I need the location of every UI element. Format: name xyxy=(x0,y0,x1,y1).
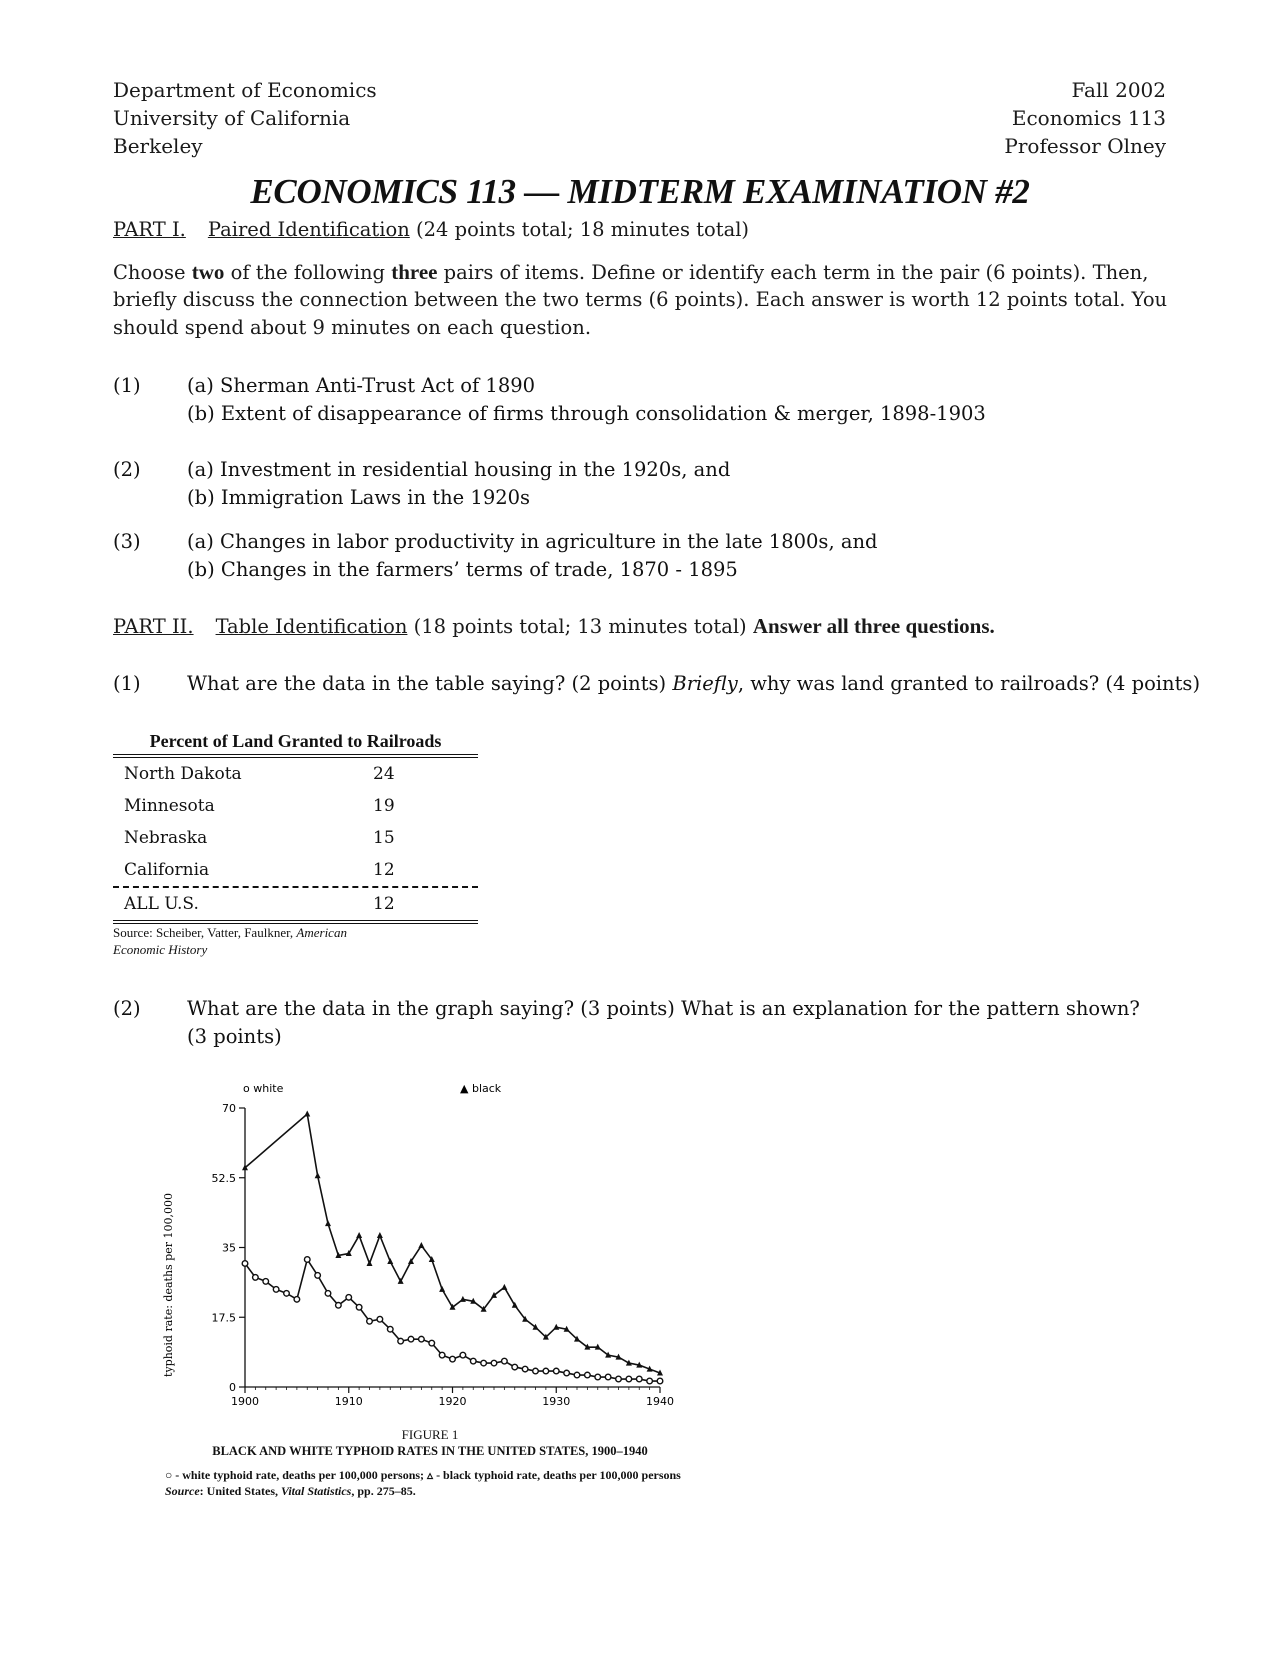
data-point-white xyxy=(387,1326,393,1332)
data-point-white xyxy=(553,1368,559,1374)
data-point-white xyxy=(616,1376,622,1382)
data-point-white xyxy=(657,1378,663,1384)
x-tick-label: 1930 xyxy=(542,1395,571,1408)
part1-instructions-1: Choose two of the following three pairs of items. Define or identify each term in the pair (6 points). Then, xyxy=(113,260,1149,284)
data-point-black xyxy=(553,1324,559,1330)
data-point-white xyxy=(315,1273,321,1279)
y-tick-label: 70 xyxy=(222,1102,236,1115)
data-point-black xyxy=(460,1296,466,1302)
data-point-white xyxy=(450,1356,456,1362)
university: University of California xyxy=(113,106,351,130)
data-point-white xyxy=(533,1368,539,1374)
data-point-white xyxy=(242,1261,248,1267)
data-point-black xyxy=(377,1232,383,1238)
data-point-white xyxy=(574,1372,580,1378)
table-row: California 12 xyxy=(124,860,395,880)
question-2-cont: (3 points) xyxy=(187,1025,282,1048)
item-3b: (b) Changes in the farmers’ terms of trade, 1870 - 1895 xyxy=(187,558,738,581)
data-point-white xyxy=(429,1340,435,1346)
data-point-white xyxy=(636,1376,642,1382)
exam-title: ECONOMICS 113 — MIDTERM EXAMINATION #2 xyxy=(250,172,1030,211)
data-point-white xyxy=(439,1352,445,1358)
item-1a: (a) Sherman Anti-Trust Act of 1890 xyxy=(187,374,536,397)
table-total-row: ALL U.S. 12 xyxy=(124,894,395,914)
part2-note: (18 points total; 13 minutes total) xyxy=(413,615,747,638)
data-point-white xyxy=(336,1302,342,1308)
data-point-white xyxy=(367,1318,373,1324)
data-point-white xyxy=(502,1358,508,1364)
data-point-white xyxy=(470,1358,476,1364)
item-2a: (a) Investment in residential housing in the 1920s, and xyxy=(187,458,731,481)
data-point-white xyxy=(512,1364,518,1370)
data-point-white xyxy=(325,1291,331,1297)
part2-title: Table Identification xyxy=(215,615,408,638)
question-number: (1) xyxy=(113,672,141,695)
part1-instructions-3: should spend about 9 minutes on each question. xyxy=(113,316,592,339)
y-axis-label: typhoid rate: deaths per 100,000 xyxy=(162,1193,175,1377)
item-1b: (b) Extent of disappearance of firms through consolidation & merger, 1898-1903 xyxy=(187,402,986,425)
data-point-white xyxy=(585,1372,591,1378)
item-3a: (a) Changes in labor productivity in agriculture in the late 1800s, and xyxy=(187,530,878,553)
course: Economics 113 xyxy=(1011,106,1166,130)
data-point-black xyxy=(387,1258,393,1264)
land-grant-table xyxy=(113,728,478,924)
header-left xyxy=(113,76,377,160)
data-point-black xyxy=(418,1242,424,1248)
part2-instruction: Answer all three questions. xyxy=(752,614,995,638)
x-tick-label: 1900 xyxy=(231,1395,259,1408)
table-title: Percent of Land Granted to Railroads xyxy=(149,731,442,751)
data-point-white xyxy=(595,1374,601,1380)
data-point-white xyxy=(284,1291,290,1297)
department: Department of Economics xyxy=(113,78,377,102)
legend-black: ▲ black xyxy=(460,1082,502,1095)
data-point-black xyxy=(325,1220,331,1226)
part1-heading xyxy=(113,216,749,244)
question-number: (2) xyxy=(113,997,141,1020)
data-point-white xyxy=(408,1336,414,1342)
y-tick-label: 52.5 xyxy=(211,1171,236,1185)
data-point-white xyxy=(543,1368,549,1374)
x-tick-label: 1940 xyxy=(646,1395,674,1408)
data-point-white xyxy=(460,1352,466,1358)
legend-white: o white xyxy=(243,1082,284,1095)
figure-label: FIGURE 1 xyxy=(401,1427,459,1442)
term: Fall 2002 xyxy=(1071,78,1166,102)
figure-note: ○ - white typhoid rate, deaths per 100,000 persons; ▵ - black typhoid rate, deaths per 100,000 persons xyxy=(165,1468,681,1482)
data-point-white xyxy=(253,1275,259,1281)
data-point-white xyxy=(647,1378,653,1384)
part1-label: PART I. xyxy=(113,218,186,241)
typhoid-chart xyxy=(150,1075,710,1425)
table-source: Source: Scheiber, Vatter, Faulkner, American Economic History xyxy=(113,925,347,957)
data-point-white xyxy=(522,1366,528,1372)
data-point-white xyxy=(626,1376,632,1382)
data-point-white xyxy=(304,1257,310,1263)
question-2: What are the data in the graph saying? (3 points) What is an explanation for the pattern shown? xyxy=(187,997,1140,1020)
y-tick-label: 35 xyxy=(222,1241,236,1255)
question-1: What are the data in the table saying? (2 points) Briefly, why was land granted to railroads? (4 points) xyxy=(187,672,1201,695)
item-2b: (b) Immigration Laws in the 1920s xyxy=(187,486,531,509)
x-tick-label: 1920 xyxy=(438,1395,467,1408)
data-point-white xyxy=(377,1316,383,1322)
part2-label: PART II. xyxy=(113,615,194,638)
table-row: Minnesota 19 xyxy=(124,796,395,816)
y-tick-label: 17.5 xyxy=(211,1311,236,1325)
data-point-white xyxy=(273,1287,279,1293)
figure-title: BLACK AND WHITE TYPHOID RATES IN THE UNITED STATES, 1900–1940 xyxy=(212,1444,648,1458)
triangle-icon: ▵ xyxy=(427,1468,434,1482)
data-point-black xyxy=(439,1286,445,1292)
data-point-white xyxy=(398,1338,404,1344)
data-point-white xyxy=(481,1360,487,1366)
data-point-black xyxy=(501,1284,507,1290)
item-number: (2) xyxy=(113,458,141,481)
table-row: North Dakota 24 xyxy=(124,764,395,784)
data-point-black xyxy=(304,1110,310,1116)
circle-icon: ○ xyxy=(165,1468,173,1482)
header-right xyxy=(1004,76,1166,160)
data-point-black xyxy=(367,1260,373,1266)
data-point-white xyxy=(605,1374,611,1380)
data-point-white xyxy=(294,1297,300,1303)
part1-note: (24 points total; 18 minutes total) xyxy=(416,218,750,241)
data-point-black xyxy=(315,1172,321,1178)
item-number: (3) xyxy=(113,530,141,553)
table-row: Nebraska 15 xyxy=(124,828,395,848)
part1-instructions-2: briefly discuss the connection between the two terms (6 points). Each answer is worth 12 points total. You xyxy=(113,288,1168,311)
part2-heading xyxy=(113,612,995,641)
x-tick-label: 1910 xyxy=(334,1395,363,1408)
professor: Professor Olney xyxy=(1004,134,1166,158)
data-point-white xyxy=(346,1295,352,1301)
series-line-white xyxy=(245,1259,660,1381)
data-point-white xyxy=(356,1304,362,1310)
data-point-white xyxy=(564,1370,570,1376)
y-tick-label: 0 xyxy=(229,1381,236,1394)
figure-source: Source: United States, Vital Statistics, pp. 275–85. xyxy=(165,1484,416,1498)
part1-title: Paired Identification xyxy=(207,218,410,241)
data-point-black xyxy=(356,1232,362,1238)
campus: Berkeley xyxy=(113,134,203,158)
data-point-white xyxy=(491,1360,497,1366)
item-number: (1) xyxy=(113,374,141,397)
series-line-black xyxy=(245,1114,660,1373)
data-point-white xyxy=(419,1336,425,1342)
data-point-white xyxy=(263,1279,269,1285)
